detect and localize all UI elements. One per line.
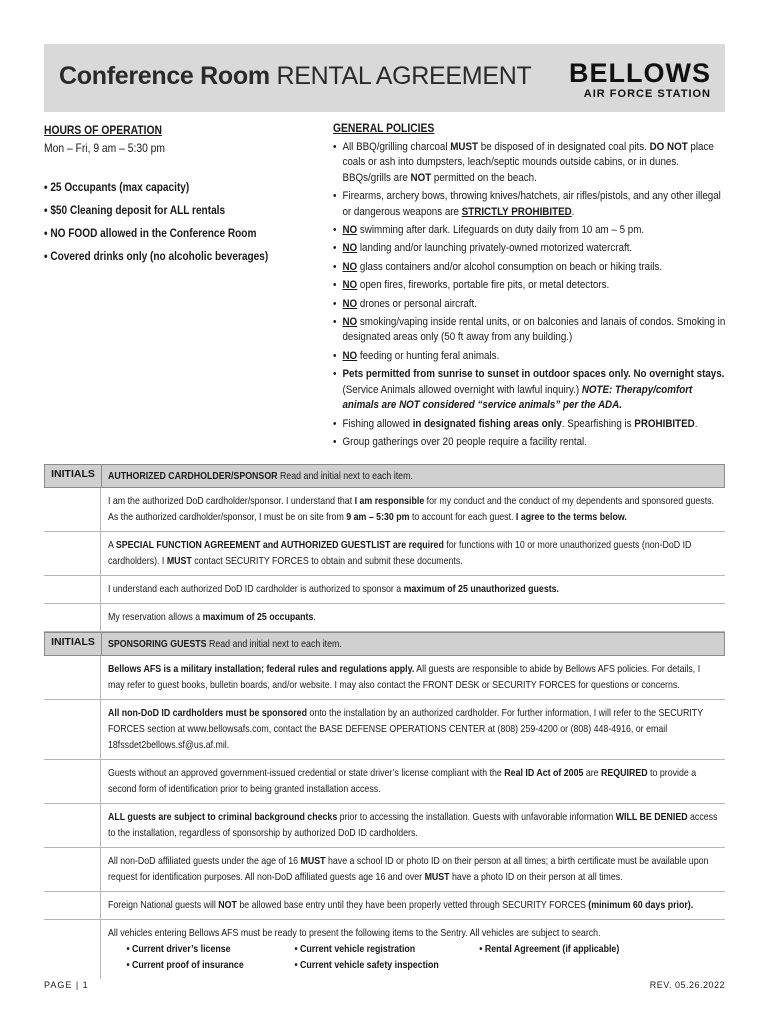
initials-field[interactable] (44, 848, 100, 891)
table-row: I understand each authorized DoD ID cardholder is authorized to sponsor a maximum of 25 unauthorized guests. (44, 576, 725, 604)
general-policies-list (333, 140, 729, 453)
initials-field[interactable] (44, 920, 100, 979)
table-row: Bellows AFS is a military installation; federal rules and regulations apply. All guests are responsible to abide by Bellows AFS policies. For details, I may refer to guest books, bulletin boards, and/or website. I may also contact the FRONT DESK or SECURITY FORCES for questions or concerns. (44, 656, 725, 700)
initials-field[interactable] (44, 656, 100, 699)
policy-item: • NO smoking/vaping inside rental units, or on balconies and lanais of condos. Smoking in designated areas only (50 ft away from any building.) (333, 315, 729, 346)
policy-item: • Fishing allowed in designated fishing areas only. Spearfishing is PROHIBITED. (333, 417, 729, 432)
table-row: I am the authorized DoD cardholder/sponsor. I understand that I am responsible for my conduct and the conduct of my dependents and sponsored guests. As the authorized cardholder/sponsor, I must be on site from 9 am – 5:30 pm to account for each guest. I agree to the terms below. (44, 488, 725, 532)
table-row: A SPECIAL FUNCTION AGREEMENT and AUTHORIZED GUESTLIST are required for functions with 10 or more unauthorized guests (non-DoD ID cardholders). I MUST contact SECURITY FORCES to obtain and submit these documents. (44, 532, 725, 576)
policy-item: • NO open fires, fireworks, portable fire pits, or metal detectors. (333, 278, 729, 293)
policy-item: • NO drones or personal aircraft. (333, 297, 729, 312)
initials-field[interactable] (44, 892, 100, 919)
initials-field[interactable] (44, 576, 100, 603)
table-row: Foreign National guests will NOT be allowed base entry until they have been properly vetted through SECURITY FORCES (minimum 60 days prior). (44, 892, 725, 920)
policy-item: • Group gatherings over 20 people require a facility rental. (333, 435, 729, 450)
table-row: All vehicles entering Bellows AFS must be ready to present the following items to the Sentry. All vehicles are subject to search. • Current driver’s license • Current vehicle registration • Rental Agreement (if applicable) • Current proof of insurance • Current vehicle safety inspection (44, 920, 725, 979)
initials-field[interactable] (44, 488, 100, 531)
revision-date: REV. 05.26.2022 (649, 980, 725, 990)
policy-item: • NO feeding or hunting feral animals. (333, 349, 729, 364)
section-header-cardholder: INITIALS AUTHORIZED CARDHOLDER/SPONSOR Read and initial next to each item. (44, 464, 725, 488)
policy-item: • Pets permitted from sunrise to sunset in outdoor spaces only. No overnight stays. (Service Animals allowed overnight with lawful inquiry.) NOTE: Therapy/comfort animals are NOT considered “service animals” per the ADA. (333, 367, 729, 413)
header-banner (44, 44, 725, 112)
policy-item: • NO glass containers and/or alcohol consumption on beach or hiking trails. (333, 260, 729, 275)
page-title: Conference Room RENTAL AGREEMENT (59, 62, 532, 90)
policy-item: • NO landing and/or launching privately-owned motorized watercraft. (333, 241, 729, 256)
initials-field[interactable] (44, 532, 100, 575)
hours-text: Mon – Fri, 9 am – 5:30 pm (44, 141, 166, 155)
bellows-logo (541, 58, 711, 104)
initials-header: INITIALS (45, 633, 102, 655)
logo-wordmark: BELLOWS (569, 58, 711, 88)
initials-header: INITIALS (45, 465, 102, 487)
general-policies-title: GENERAL POLICIES (333, 121, 435, 135)
initials-field[interactable] (44, 760, 100, 803)
table-row: My reservation allows a maximum of 25 occupants. (44, 604, 725, 632)
initials-table (44, 464, 725, 979)
logo-subtitle: AIR FORCE STATION (583, 88, 711, 100)
policy-item: • NO swimming after dark. Lifeguards on duty daily from 10 am – 5 pm. (333, 223, 729, 238)
table-row: All non-DoD affiliated guests under the age of 16 MUST have a school ID or photo ID on their person at all times; a birth certificate must be available upon request for identification purposes. All non-DoD affiliated guests age 16 and over MUST have a photo ID on their person at all times. (44, 848, 725, 892)
initials-field[interactable] (44, 700, 100, 759)
rule-food: • NO FOOD allowed in the Conference Room (44, 226, 257, 240)
rule-drinks: • Covered drinks only (no alcoholic beverages) (44, 249, 269, 263)
rule-occupants: • 25 Occupants (max capacity) (44, 180, 190, 194)
initials-field[interactable] (44, 804, 100, 847)
policy-item: • Firearms, archery bows, throwing knives/hatchets, air rifles/pistols, and any other illegal or dangerous weapons are STRICTLY PROHIBITED. (333, 189, 729, 220)
rule-deposit: • $50 Cleaning deposit for ALL rentals (44, 203, 226, 217)
section-header-guests: INITIALS SPONSORING GUESTS Read and initial next to each item. (44, 632, 725, 656)
table-row: ALL guests are subject to criminal background checks prior to accessing the installation. Guests with unfavorable information WILL BE DENIED access to the installation, regardless of sponsorship by authorized DoD ID cardholders. (44, 804, 725, 848)
policy-item: • All BBQ/grilling charcoal MUST be disposed of in designated coal pits. DO NOT place coals or ash into dumpsters, leach/septic mounds outside cabins, or in dunes. BBQs/grills are NOT permitted on the beach. (333, 140, 729, 186)
vehicle-requirements: • Current driver’s license • Current vehicle registration • Rental Agreement (if applicable) • Current proof of insurance • Current vehicle safety inspection (126, 943, 620, 971)
page-number: PAGE | 1 (44, 980, 89, 990)
hours-title: HOURS OF OPERATION (44, 123, 162, 137)
table-row: All non-DoD ID cardholders must be sponsored onto the installation by an authorized cardholder. For further information, I will refer to the SECURITY FORCES section at www.bellowsafs.com, contact the BASE DEFENSE OPERATIONS CENTER at (808) 259-4200 or (808) 448-4916, or email 18fssdet2bellows.sf@us.af.mil. (44, 700, 725, 760)
initials-field[interactable] (44, 604, 100, 631)
table-row: Guests without an approved government-issued credential or state driver’s license compliant with the Real ID Act of 2005 are REQUIRED to provide a second form of identification prior to being granted installation access. (44, 760, 725, 804)
